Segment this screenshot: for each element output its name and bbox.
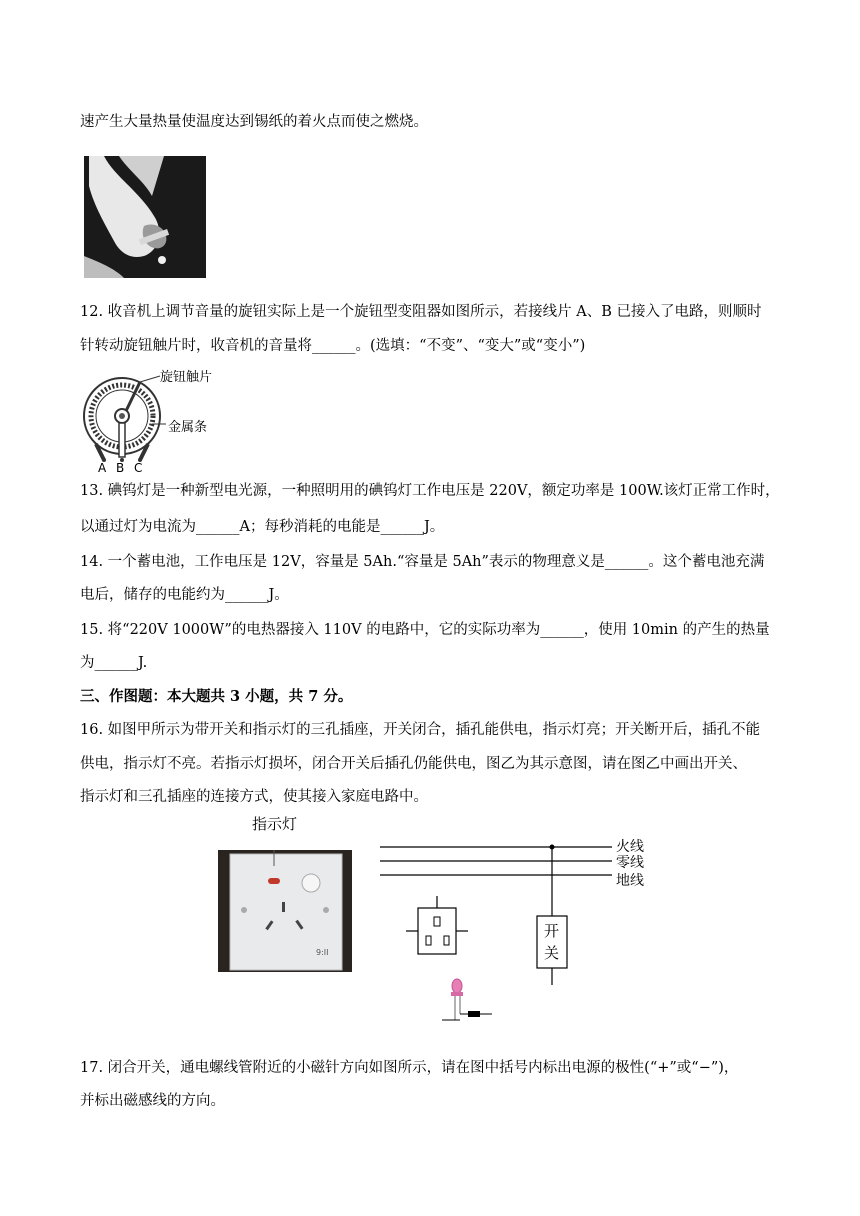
three-pin-socket-photo-icon xyxy=(218,850,352,972)
socket-photo xyxy=(218,850,352,972)
text-line: 17. 闭合开关，通电螺线管附近的小磁针方向如图所示，请在图中括号内标出电源的极性(“+”或“−”)， xyxy=(80,1060,739,1076)
terminal-b-label: B xyxy=(116,461,125,475)
rotary-rheostat-figure xyxy=(82,364,232,476)
text-line: 供电，指示灯不亮。若指示灯损坏，闭合开关后插孔仍能供电，图乙为其示意图，请在图乙中画出开关、 xyxy=(80,756,747,772)
ground-wire-label: 地线 xyxy=(616,873,644,889)
text-line: 12. 收音机上调节音量的旋钮实际上是一个旋钮型变阻器如图所示，若接线片 A、B 已接入了电路，则顺时 xyxy=(80,304,762,320)
text-line: 针转动旋钮触片时，收音机的音量将______。(选填：“不变”、“变大”或“变小”) xyxy=(80,338,586,354)
foil-burning-photo xyxy=(84,156,206,278)
socket-brand-mark: 9:II xyxy=(316,948,329,957)
text-line: 16. 如图甲所示为带开关和指示灯的三孔插座，开关闭合，插孔能供电，指示灯亮；开关断开后，插孔不能 xyxy=(80,722,761,738)
section-heading: 三、作图题：本大题共 3 小题，共 7 分。 xyxy=(80,688,353,705)
knob-contact-label: 旋钮触片 xyxy=(160,370,213,385)
hand-photo-icon xyxy=(84,156,206,278)
text-line: 13. 碘钨灯是一种新型电光源，一种照明用的碘钨灯工作电压是 220V，额定功率是 100W.该灯正常工作时， xyxy=(80,483,780,499)
text-line: 并标出磁感线的方向。 xyxy=(80,1093,225,1109)
switch-label-top: 开 xyxy=(544,922,560,940)
live-wire-label: 火线 xyxy=(616,839,644,855)
text-line: 速产生大量热量使温度达到锡纸的着火点而使之燃烧。 xyxy=(80,114,428,130)
text-line: 以通过灯为电流为______A；每秒消耗的电能是______J。 xyxy=(80,519,445,535)
metal-strip-label: 金属条 xyxy=(168,420,208,435)
terminal-a-label: A xyxy=(98,461,107,475)
neutral-wire-label: 零线 xyxy=(616,855,644,871)
text-line: 15. 将“220V 1000W”的电热器接入 110V 的电路中，它的实际功率为______，使用 10min 的产生的热量 xyxy=(80,622,770,638)
text-line: 电后，储存的电能约为______J。 xyxy=(80,587,289,603)
home-circuit-diagram xyxy=(380,830,660,1030)
indicator-light-label: 指示灯 xyxy=(252,815,298,833)
text-line: 为______J. xyxy=(80,655,148,671)
terminal-c-label: C xyxy=(134,461,143,475)
text-line: 14. 一个蓄电池，工作电压是 12V，容量是 5Ah.“容量是 5Ah”表示的物理意义是______。这个蓄电池充满 xyxy=(80,554,765,570)
switch-label-bottom: 关 xyxy=(544,944,560,962)
text-line: 指示灯和三孔插座的连接方式，使其接入家庭电路中。 xyxy=(80,789,428,805)
